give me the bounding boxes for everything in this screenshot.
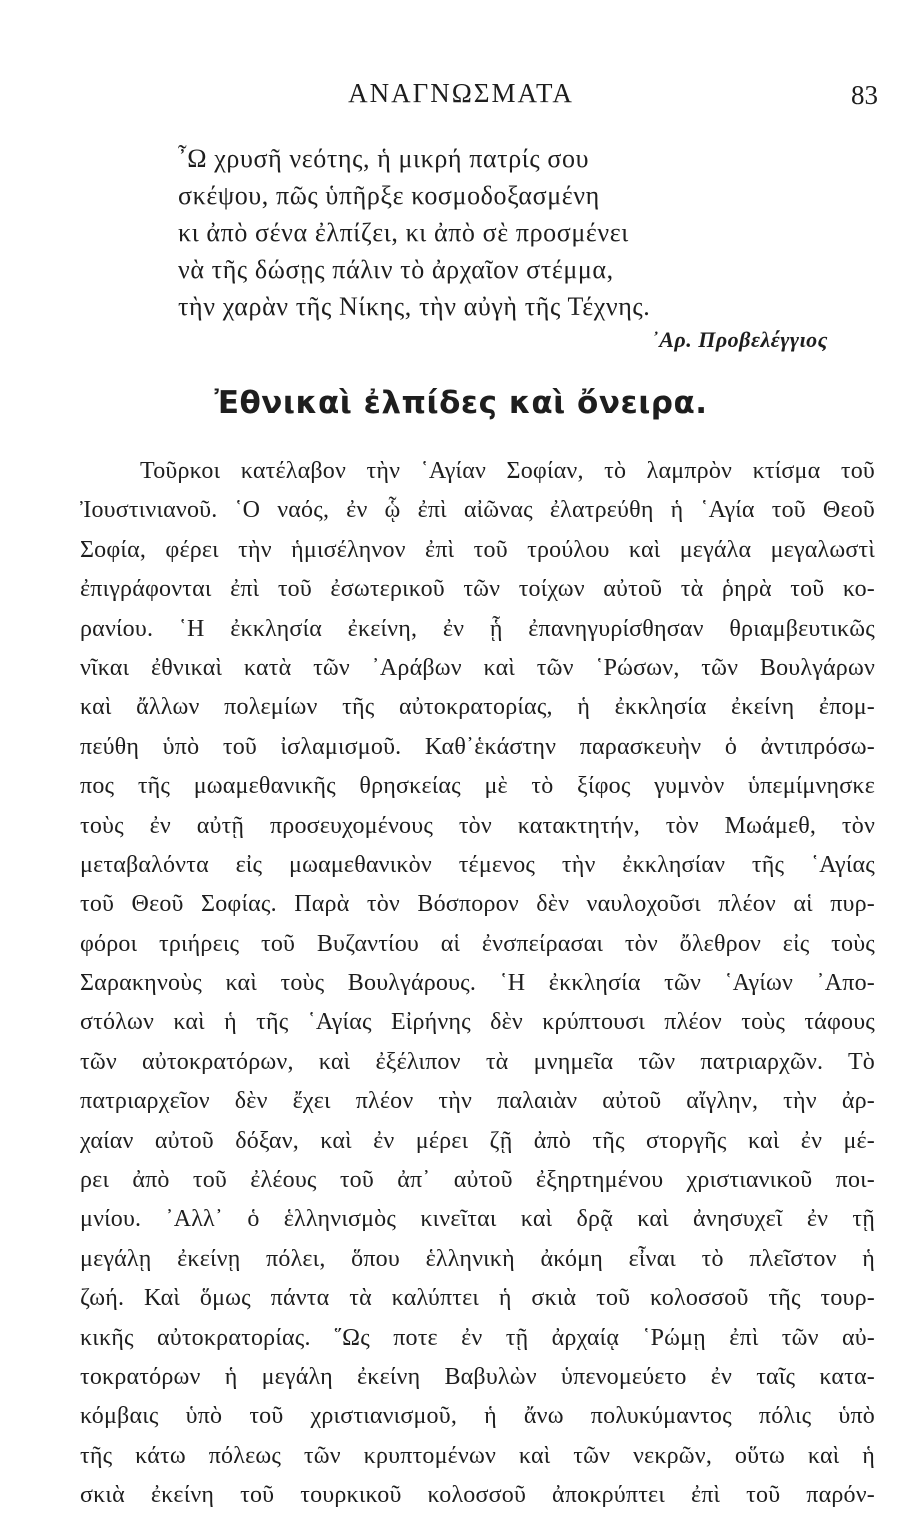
- body-line: τοῦ Θεοῦ Σοφίας. Παρὰ τὸν Βόσπορον δὲν ναυλοχοῦσι πλέον αἱ πυρ-: [80, 891, 875, 918]
- body-line: σκιὰ ἐκείνη τοῦ τουρκικοῦ κολοσσοῦ ἀποκρύπτει ἐπὶ τοῦ παρόν-: [80, 1482, 875, 1509]
- body-line: ἐπιγράφονται ἐπὶ τοῦ ἐσωτερικοῦ τῶν τοίχων αὐτοῦ τὰ ῥηρὰ τοῦ κο-: [80, 576, 875, 603]
- poem-line: κι ἀπὸ σένα ἐλπίζει, κι ἀπὸ σὲ προσμένει: [178, 218, 629, 247]
- body-line: κόμβαις ὑπὸ τοῦ χριστιανισμοῦ, ἡ ἄνω πολυκύμαντος πόλις ὑπὸ: [80, 1403, 875, 1430]
- body-line: μεταβαλόντα εἰς μωαμεθανικὸν τέμενος τὴν ἐκκλησίαν τῆς ῾Αγίας: [80, 851, 875, 878]
- poem-line: σκέψου, πῶς ὑπῆρξε κοσμοδοξασμένη: [178, 181, 600, 210]
- poem-attribution: ᾽Αρ. Προβελέγγιος: [651, 327, 828, 352]
- section-title: Ἐθνικαὶ ἐλπίδες καὶ ὄνειρα.: [214, 385, 708, 421]
- body-line: τοὺς ἐν αὐτῇ προσευχομένους τὸν κατακτητήν, τὸν Μωάμεθ, τὸν: [80, 812, 875, 839]
- body-line: καὶ ἄλλων πολεμίων τῆς αὐτοκρατορίας, ἡ ἐκκλησία ἐκείνη ἐπομ-: [80, 694, 875, 721]
- body-line: Ἰουστινιανοῦ. ῾Ο ναός, ἐν ᾧ ἐπὶ αἰῶνας ἐλατρεύθη ἡ ῾Αγία τοῦ Θεοῦ: [80, 497, 875, 524]
- body-line: πεύθη ὑπὸ τοῦ ἰσλαμισμοῦ. Καθ᾽ἑκάστην παρασκευὴν ὁ ἀντιπρόσω-: [80, 733, 875, 760]
- body-line: Σοφία, φέρει τὴν ἡμισέληνον ἐπὶ τοῦ τρούλου καὶ μεγάλα μεγαλωστὶ: [80, 536, 875, 563]
- poem-stanza: [178, 140, 698, 325]
- body-line: πατριαρχεῖον δὲν ἔχει πλέον τὴν παλαιὰν αὐτοῦ αἴγλην, τὴν ἀρ-: [80, 1088, 875, 1115]
- body-line: τῆς κάτω πόλεως τῶν κρυπτομένων καὶ τῶν νεκρῶν, οὕτω καὶ ἡ: [80, 1442, 875, 1469]
- poem-line: τὴν χαρὰν τῆς Νίκης, τὴν αὐγὴ τῆς Τέχνης.: [178, 292, 651, 321]
- body-line: Τοῦρκοι κατέλαβον τὴν ῾Αγίαν Σοφίαν, τὸ λαμπρὸν κτίσμα τοῦ: [140, 458, 875, 484]
- body-line: ζωή. Καὶ ὅμως πάντα τὰ καλύπτει ἡ σκιὰ τοῦ κολοσσοῦ τῆς τουρ-: [80, 1285, 875, 1312]
- body-line: φόροι τριήρεις τοῦ Βυζαντίου αἱ ἐνσπείρασαι τὸν ὄλεθρον εἰς τοὺς: [80, 930, 875, 957]
- body-line: στόλων καὶ ἡ τῆς ῾Αγίας Εἰρήνης δὲν κρύπτουσι πλέον τοὺς τάφους: [80, 1009, 875, 1036]
- running-head: ΑΝΑΓΝΩΣΜΑΤΑ: [348, 78, 574, 108]
- body-line: νῖκαι ἐθνικαὶ κατὰ τῶν ᾽Αράβων καὶ τῶν ῾Ρώσων, τῶν Βουλγάρων: [80, 654, 875, 681]
- body-line: τῶν αὐτοκρατόρων, καὶ ἐξέλιπον τὰ μνημεῖα τῶν πατριαρχῶν. Τὸ: [80, 1048, 875, 1075]
- body-line: χαίαν αὐτοῦ δόξαν, καὶ ἐν μέρει ζῇ ἀπὸ τῆς στοργῆς καὶ ἐν μέ-: [80, 1127, 875, 1154]
- body-line: μεγάλῃ ἐκείνῃ πόλει, ὅπου ἑλληνικὴ ἀκόμη εἶναι τὸ πλεῖστον ἡ: [80, 1245, 875, 1272]
- poem-line: νὰ τῆς δώσῃς πάλιν τὸ ἀρχαῖον στέμμα,: [178, 255, 614, 284]
- body-line: ρανίου. ῾Η ἐκκλησία ἐκείνη, ἐν ᾗ ἐπανηγυρίσθησαν θριαμβευτικῶς: [80, 615, 875, 642]
- body-line: τοκρατόρων ἡ μεγάλη ἐκείνη Βαβυλὼν ὑπενομεύετο ἐν ταῖς κατα-: [80, 1363, 875, 1390]
- body-paragraph: [80, 452, 875, 1516]
- body-line: ρει ἀπὸ τοῦ ἐλέους τοῦ ἀπ᾽ αὐτοῦ ἐξηρτημένου χριστιανικοῦ ποι-: [80, 1167, 875, 1194]
- body-line: κικῆς αὐτοκρατορίας. ῞Ως ποτε ἐν τῇ ἀρχαίᾳ ῾Ρώμῃ ἐπὶ τῶν αὐ-: [80, 1324, 875, 1351]
- body-line: Σαρακηνοὺς καὶ τοὺς Βουλγάρους. ῾Η ἐκκλησία τῶν ῾Αγίων ᾽Απο-: [80, 970, 875, 997]
- page-number: 83: [851, 80, 878, 110]
- poem-line: ῏Ω χρυσῆ νεότης, ἡ μικρή πατρίς σου: [178, 144, 590, 173]
- body-line: μνίου. ᾽Αλλ᾽ ὁ ἑλληνισμὸς κινεῖται καὶ δρᾷ καὶ ἀνησυχεῖ ἐν τῇ: [80, 1206, 875, 1233]
- body-line: πος τῆς μωαμεθανικῆς θρησκείας μὲ τὸ ξίφος γυμνὸν ὑπεμίμνησκε: [80, 773, 875, 800]
